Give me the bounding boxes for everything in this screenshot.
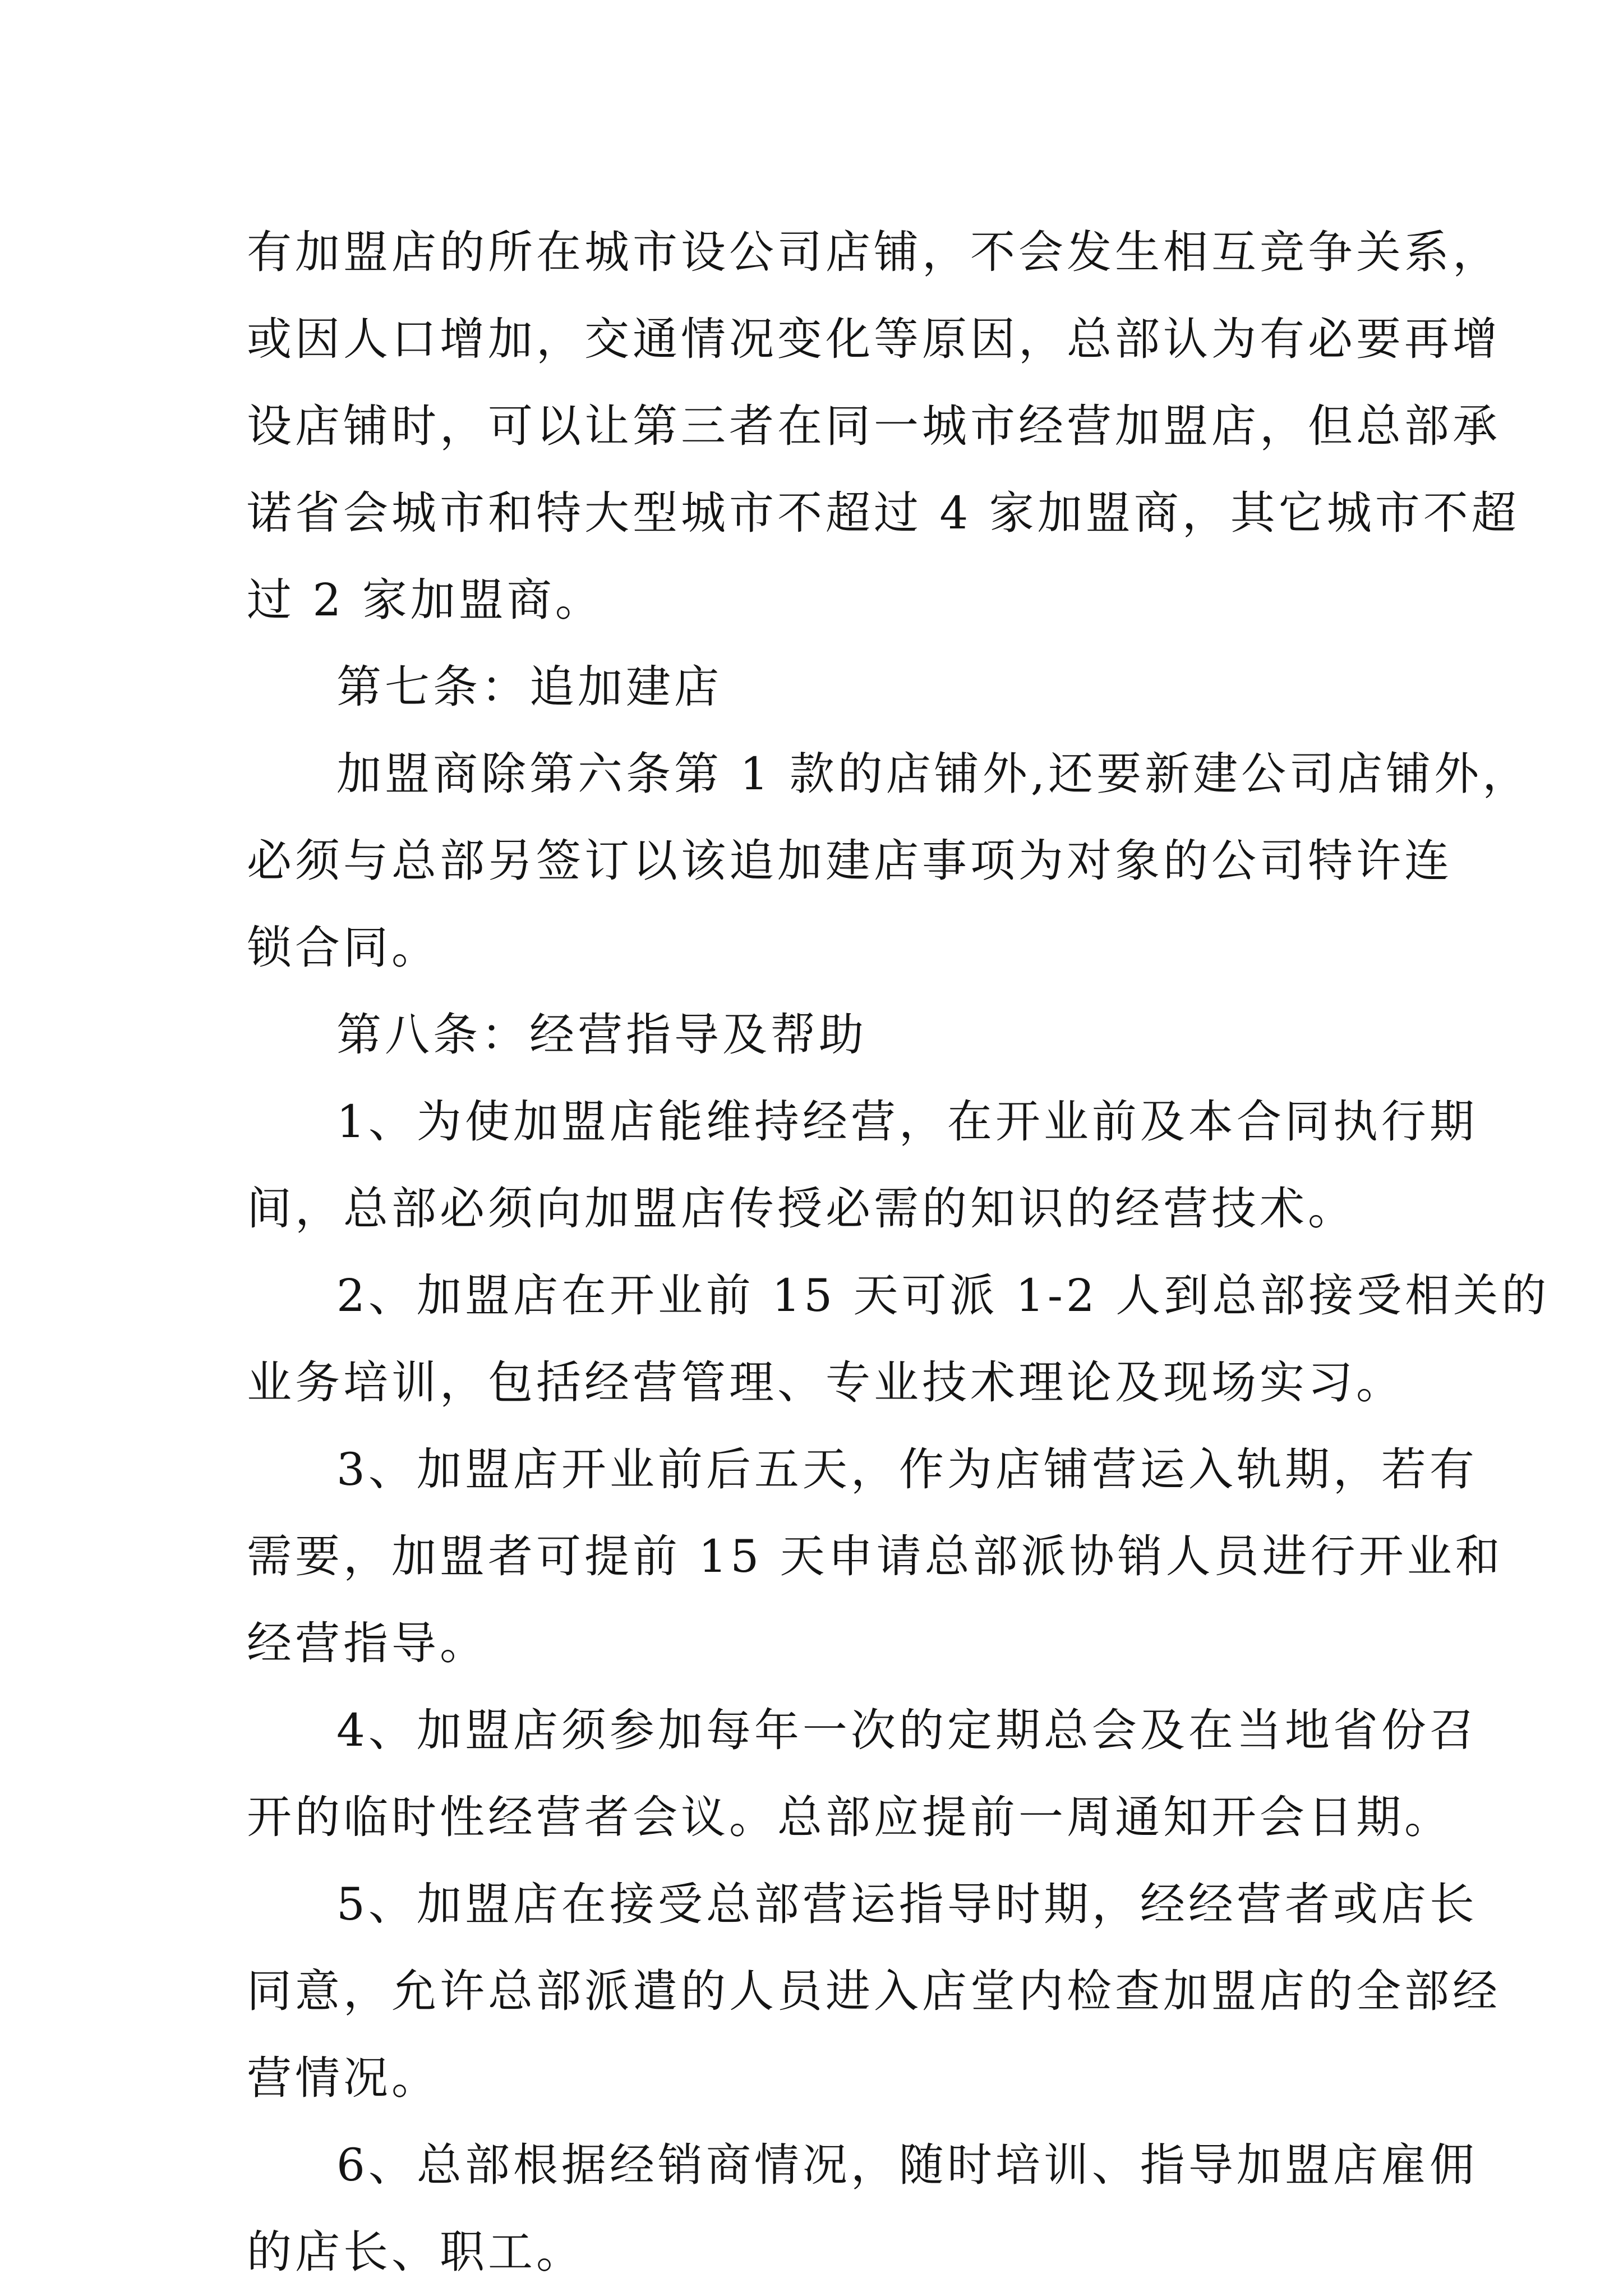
clause-4 — [247, 1687, 1478, 1861]
paragraph-continuation — [247, 209, 1520, 643]
text-line: 有加盟店的所在城市设公司店铺，不会发生相互竞争关系， — [247, 226, 1501, 278]
clause-2 — [247, 1252, 1550, 1426]
text-line: 4、加盟店须参加每年一次的定期总会及在当地省份召 — [336, 1704, 1478, 1756]
text-line: 加盟商除第六条第 1 款的店铺外,还要新建公司店铺外， — [336, 748, 1531, 800]
paragraph-article-7 — [247, 730, 1531, 991]
text-line: 或因人口增加，交通情况变化等原因，总部认为有必要再增 — [247, 313, 1501, 365]
clause-6 — [247, 2122, 1478, 2295]
text-line: 1、为使加盟店能维持经营，在开业前及本合同执行期 — [336, 1096, 1478, 1148]
text-line: 必须与总部另签订以该追加建店事项为对象的公司特许连 — [247, 835, 1453, 887]
document-body — [247, 209, 1550, 2295]
text-line: 营情况。 — [247, 2052, 440, 2104]
article-heading-7 — [247, 643, 1391, 730]
text-line: 第八条：经营指导及帮助 — [336, 1009, 867, 1061]
text-line: 3、加盟店开业前后五天，作为店铺营运入轨期，若有 — [336, 1443, 1478, 1496]
text-line: 2、加盟店在开业前 15 天可派 1-2 人到总部接受相关的 — [336, 1269, 1550, 1322]
text-line: 间，总部必须向加盟店传授必需的知识的经营技术。 — [247, 1182, 1356, 1235]
article-heading-8 — [247, 991, 1391, 1078]
text-line: 6、总部根据经销商情况，随时培训、指导加盟店雇佣 — [336, 2139, 1478, 2191]
text-line: 5、加盟店在接受总部营运指导时期，经经营者或店长 — [336, 1878, 1478, 1930]
text-line: 过 2 家加盟商。 — [247, 574, 603, 626]
text-line: 设店铺时，可以让第三者在同一城市经营加盟店，但总部承 — [247, 400, 1501, 452]
clause-5 — [247, 1861, 1501, 2122]
text-line: 的店长、职工。 — [247, 2226, 584, 2278]
text-line: 经营指导。 — [247, 1617, 488, 1669]
text-line: 业务培训，包括经营管理、专业技术理论及现场实习。 — [247, 1356, 1404, 1409]
clause-3 — [247, 1426, 1504, 1687]
text-line: 需要，加盟者可提前 15 天申请总部派协销人员进行开业和 — [247, 1530, 1504, 1582]
text-line: 同意，允许总部派遣的人员进入店堂内检查加盟店的全部经 — [247, 1965, 1501, 2017]
clause-1 — [247, 1078, 1478, 1252]
text-line: 锁合同。 — [247, 922, 440, 974]
text-line: 第七条：追加建店 — [336, 661, 722, 713]
text-line: 开的临时性经营者会议。总部应提前一周通知开会日期。 — [247, 1791, 1453, 1843]
text-line: 诺省会城市和特大型城市不超过 4 家加盟商，其它城市不超 — [247, 487, 1520, 539]
